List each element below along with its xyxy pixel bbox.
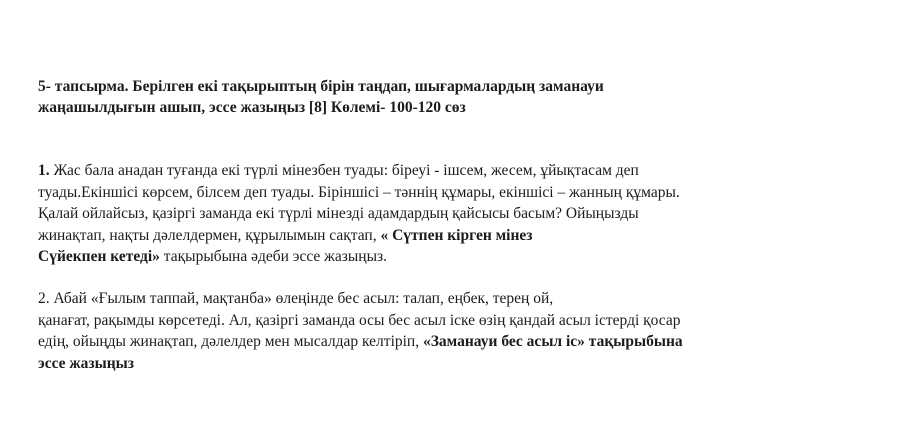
topic-2-line-3: [38, 331, 888, 353]
topic-1-line-5-text: тақырыбына әдеби эссе жазыңыз.: [159, 248, 387, 265]
topic-2-line-4: эссе жазыңыз: [38, 354, 134, 372]
topic-1: [38, 160, 888, 268]
topic-1-title-part-2: Сүйекпен кетеді»: [38, 248, 160, 265]
topic-1-title-part-1: « Сүтпен кірген мінез: [380, 226, 533, 244]
topic-2-line-2: қанағат, рақымды көрсетеді. Ал, қазіргі заманда осы бес асыл іске өзің қандай асыл істерді қосар: [38, 311, 681, 329]
task-heading-line-1: 5- тапсырма. Берілген екі тақырыптың бірін таңдап, шығармалардың заманауи: [38, 78, 604, 95]
topic-1-line-1-text: Жас бала анадан туғанда екі түрлі мінезбен туады: біреуі - ішсем, жесем, ұйықтасам деп: [49, 162, 639, 179]
topic-1-line-4-text: жинақтап, нақты дәлелдермен, құрылымын сақтап,: [38, 226, 381, 244]
topic-1-line-1: [38, 160, 888, 182]
topic-1-line-3: Қалай ойлайсыз, қазіргі заманда екі түрлі мінезді адамдардың қайсысы басым? Ойыңызды: [38, 205, 639, 222]
topic-1-line-2: туады.Екіншісі көрсем, білсем деп туады. Біріншісі – тәннің құмары, екіншісі – жанның құмары.: [38, 183, 680, 201]
task-heading-line-2: жаңашылдығын ашып, эссе жазыңыз [8] Көлемі- 100-120 сөз: [38, 99, 466, 116]
task-heading: [38, 76, 888, 118]
topic-2-line-1: 2. Абай «Ғылым таппай, мақтанба» өлеңінде бес асыл: талап, еңбек, терең ой,: [38, 290, 554, 307]
topic-2-title: «Заманауи бес асыл іс» тақырыбына: [422, 333, 683, 350]
topic-2: [38, 288, 888, 374]
topic-1-line-4: [38, 225, 888, 247]
topic-1-number: 1.: [38, 162, 50, 179]
topic-1-line-5: [38, 246, 888, 268]
topic-2-line-3-text: едің, ойыңды жинақтап, дәлелдер мен мысалдар келтіріп,: [38, 333, 423, 350]
